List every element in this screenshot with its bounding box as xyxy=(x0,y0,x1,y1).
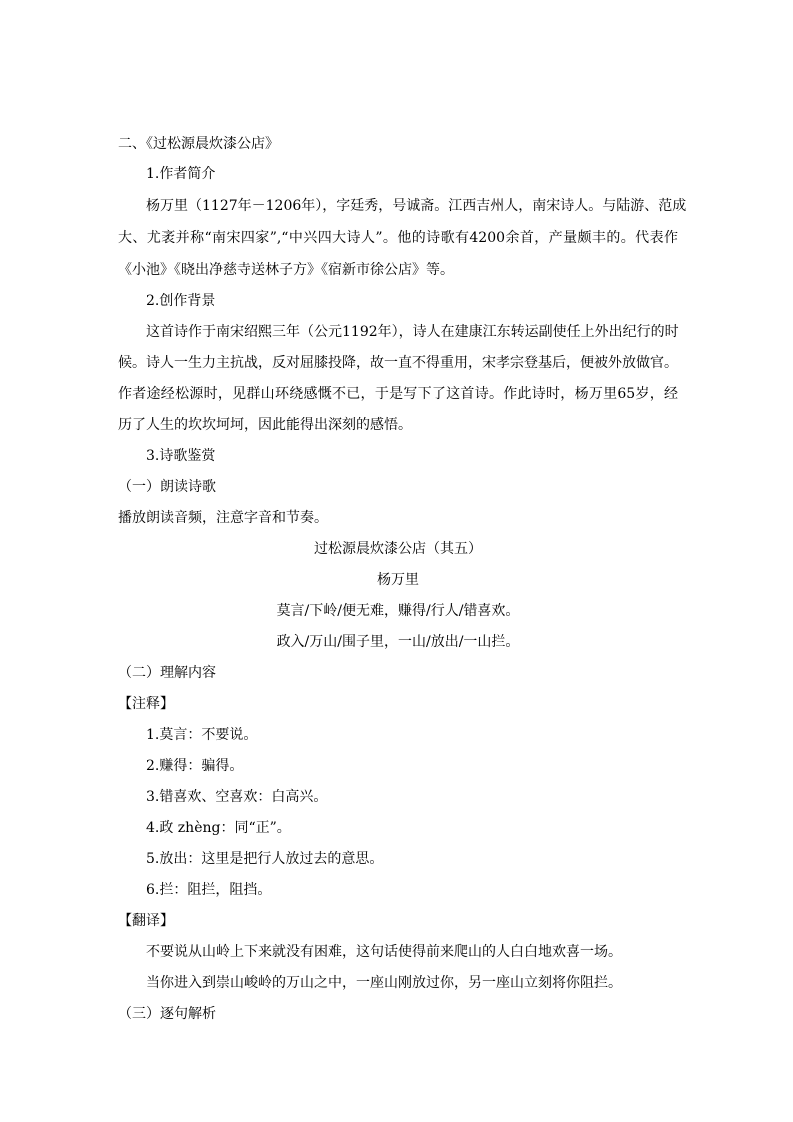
section-title: 二、《过松源晨炊漆公店》 xyxy=(118,136,279,152)
poem-line-1: 莫言/下岭/便无难，赚得/行人/错喜欢。 xyxy=(276,603,520,619)
part2-heading: （二）理解内容 xyxy=(118,665,216,681)
background-line-1: 这首诗作于南宋绍熙三年（公元1192年），诗人在建康江东转运副使任上外出纪行的时 xyxy=(146,324,679,340)
background-line-3: 作者途经松源时，见群山环绕感慨不已，于是写下了这首诗。作此诗时，杨万里65岁，经 xyxy=(118,386,678,402)
part3-heading: （三）逐句解析 xyxy=(118,1006,216,1022)
appreciation-heading: 3.诗歌鉴赏 xyxy=(146,448,216,464)
note-item: 2.赚得：骗得。 xyxy=(146,758,244,774)
author-intro-line-2: 大、尤袤并称“南宋四家”,“中兴四大诗人”。他的诗歌有4200余首，产量颇丰的。代表作 xyxy=(118,230,678,246)
poem-title: 过松源晨炊漆公店（其五） xyxy=(314,541,482,557)
notes-heading: 【注释】 xyxy=(118,696,174,712)
background-heading: 2.创作背景 xyxy=(146,293,216,309)
author-intro-line-3: 《小池》《晓出净慈寺送林子方》《宿新市徐公店》等。 xyxy=(118,262,454,278)
translation-line-1: 不要说从山岭上下来就没有困难，这句话使得前来爬山的人白白地欢喜一场。 xyxy=(146,944,622,960)
part1-heading: （一）朗读诗歌 xyxy=(118,479,216,495)
author-heading: 1.作者简介 xyxy=(146,166,216,182)
note-item: 3.错喜欢、空喜欢：白高兴。 xyxy=(146,789,328,805)
poem-line-2: 政入/万山/围子里，一山/放出/一山拦。 xyxy=(276,634,520,650)
part1-text: 播放朗读音频，注意字音和节奏。 xyxy=(118,510,328,526)
note-item: 1.莫言：不要说。 xyxy=(146,727,258,743)
note-item: 5.放出：这里是把行人放过去的意思。 xyxy=(146,851,384,867)
note-item: 6.拦：阻拦，阻挡。 xyxy=(146,882,272,898)
background-line-4: 历了人生的坎坎坷坷，因此能得出深刻的感悟。 xyxy=(118,417,412,433)
translation-heading: 【翻译】 xyxy=(118,913,174,929)
author-intro-line-1: 杨万里（1127年－1206年），字廷秀，号诚斋。江西吉州人，南宋诗人。与陆游、范成 xyxy=(146,198,687,214)
poem-author: 杨万里 xyxy=(377,572,419,588)
note-item: 4.政 zhèng：同“正”。 xyxy=(146,820,291,836)
translation-line-2: 当你进入到崇山峻岭的万山之中，一座山刚放过你，另一座山立刻将你阻拦。 xyxy=(146,975,622,991)
background-line-2: 候。诗人一生力主抗战，反对屈膝投降，故一直不得重用，宋孝宗登基后，便被外放做官。 xyxy=(118,355,678,371)
